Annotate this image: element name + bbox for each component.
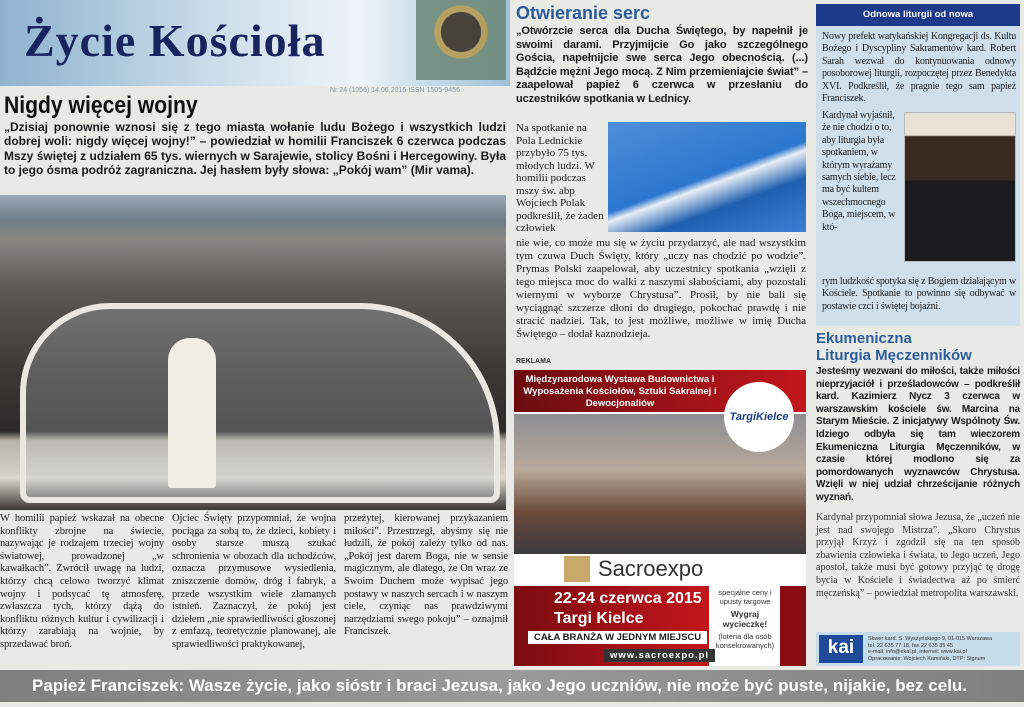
ekumeniczna-text: Kardynał przypomniał słowa Jezusa, że „uczeń nie jest nad swojego Mistrza”. „Skoro Chrystus przyjął Krzyż i zgodził się na ten sposób zbawienia człowieka i świata, to Jego uczeń, Jego apostoł, także musi być gotowy przyjąć tę drogę bycia w Kościele i świadectwa aż po śmierć męczeńską” – powiedział metropolita warszawski. <box>816 512 1020 599</box>
middle-intro: „Otwórzcie serca dla Ducha Świętego, by napełnił je swoimi darami. Przyjmijcie Go jako szczególnego Gościa, napełnijcie swe serca Jego obecnością. (...) Bądźcie mężni Jego mocą. Z Nim przemieniajcie świat” – zaapelował papież 6 czerwca w przesłaniu do uczestników spotkania w Lednicy. <box>516 25 808 105</box>
kai-credits <box>816 632 1020 666</box>
kai-address-block <box>868 636 992 662</box>
lead-body-columns <box>0 513 508 652</box>
middle-text-a: Na spotkanie na Pola Lednickie przybyło 75 tys. młodych ludzi. W homilii podczas mszy św. abp Wojciech Polak podkreślił, że żaden człowiek <box>516 122 604 234</box>
liturgy-box <box>816 4 1020 326</box>
issue-info: Nr 24 (1056) 14.06.2015 ISSN 1505-9456 <box>330 87 460 94</box>
targi-kielce-logo: TargiKielce <box>724 382 794 452</box>
newspaper-title: Życie Kościoła <box>24 15 326 66</box>
kai-contact: e-mail: info@ekai.pl, internet: www.kai.pl <box>868 649 967 656</box>
ad-headline: Międzynarodowa Wystawa Budownictwa i Wyposażenia Kościołów, Sztuki Sakralnej i Dewocjonaliów <box>514 370 806 412</box>
box-text-2: Kardynał wyjaśnił, że nie chodzi o to, aby liturgia była spotkaniem, w którym wyrażamy samych siebie, lecz ma być kultem wszechmocnego Boga, miejscem, w któ- <box>822 110 896 233</box>
ad-prize: Wygraj wycieczkę! <box>722 609 768 629</box>
ekumeniczna-intro: Jesteśmy wezwani do miłości, także miłości nieprzyjaciół i prześladowców – podkreślił kard. Kazimierz Nycz 3 czerwca w warszawskim kościele św. Marcina na Starym Mieście. Z inicjatywy Wspólnoty Św. Idziego odbyła się tam wieczorem Ekumeniczna Liturgia Męczenników, w czasie której modlono się za pomordowanych wyznawców Chrystusa. Wzięli w niej udział chrześcijanie różnych wyznań. <box>816 366 1020 503</box>
cardinal-sarah-photo <box>904 112 1016 262</box>
ad-slogan: CAŁA BRANŻA W JEDNYM MIEJSCU <box>528 631 707 644</box>
sacroexpo-logo-icon <box>562 554 592 584</box>
ad-side-panel <box>712 588 778 650</box>
ekumeniczna-title-2: Liturgia Męczenników <box>816 347 972 364</box>
kai-credits-line: Opracowanie: Wojciech Kamiński, DTP: Signum <box>868 655 986 662</box>
quote-banner: Papież Franciszek: Wasze życie, jako sióstr i braci Jezusa, jako Jego uczniów, nie może być puste, nijakie, bez celu. <box>0 670 1024 702</box>
lead-column: przeżytej, kierowanej przykazaniem miłości”. Przestrzegł, abyśmy się nie łudzili, że pokój zależy tylko od nas. „Pokój jest darem Boga, nie w sensie magicznym, ale dlatego, że On wraz ze Swoim Duchem może wypisać jego postawy w naszych sercach i w naszym ciele, czyniąc nas prawdziwymi narzędziami swego pokoju” – oznajmił Franciszek. <box>344 513 508 638</box>
ad-label: REKLAMA <box>516 358 551 365</box>
kai-phone: tel. 22 635 77 18, fax 22 635 35 45 <box>868 642 954 649</box>
box-title: Odnowa liturgii od nowa <box>816 4 1020 26</box>
ad-venue: Targi Kielce <box>554 610 644 627</box>
lead-column: W homilii papież wskazał na obecne konflikty zbrojne na świecie, nazywając je rodzajem trzeciej wojny światowej, prowadzonej „w kawałkach”. Zwrócił uwagę na ludzi, którzy chcą celowo tworzyć klimat wojny i podsycać tę atmosferę, zwłaszcza tych, którzy dążą do konfliktu różnych kultur i cywilizacji i którzy zarabiają na wojnie, by sprzedawać broń. <box>0 513 164 650</box>
middle-headline: Otwieranie serc <box>516 3 651 23</box>
box-text-3: rym ludzkość spotyka się z Bogiem działającym w Kościele. Spotkanie to powinno się odbywać w postawie czci i świętej bojaźni. <box>822 276 1016 312</box>
masthead <box>0 0 510 86</box>
ad-url[interactable]: www.sacroexpo.pl <box>604 649 715 662</box>
ekumeniczna-headline <box>816 330 972 364</box>
ad-offer: specjalne ceny i upusty targowe <box>718 588 772 606</box>
middle-text-b: nie wie, co może mu się w życiu przydarzyć, ale nad wszystkim tym czuwa Duch Święty, który „uczy nas chodzić po wodzie”. Prymas Polski zaapelował, aby uczestnicy spotkania „wzięli z tego miejsca moc do walki z naszymi słabościami, aby pozostali wiernymi w wyborze Chrystusa”. Prosił, by nie bali się wyciągnąć szczerze dłoni do drugiego, pokochać prawdę i nie stracić nadziei. Tak, to jest możliwe, możliwe w imię Ducha Świętego – dodał kaznodzieja. <box>516 237 806 340</box>
lead-headline: Nigdy więcej wojny <box>4 92 198 119</box>
ad-prize-note: (loteria dla osób konsekrowanych) <box>715 632 775 650</box>
kai-logo: kai <box>819 635 863 663</box>
kai-address: Skwer kard. S. Wyszyńskiego 9, 01-015 Warszawa <box>868 636 993 642</box>
popemobile <box>20 303 500 503</box>
lead-intro: „Dzisiaj ponownie wznosi się z tego miasta wołanie ludu Bożego i wszystkich ludzi dobrej woli: nigdy więcej wojny!” – powiedział w homilii Franciszek 6 czerwca podczas Mszy świętej z udziałem 65 tys. wiernych w Sarajewie, stolicy Bośni i Hercegowiny. Była to jego ósma podróż zagraniczna. Jej hasłem były słowa: „Pokój wam” (Mir vama). <box>4 120 506 178</box>
ekumeniczna-title-1: Ekumeniczna <box>816 330 912 347</box>
ad-dates: 22-24 czerwca 2015 <box>554 590 702 607</box>
lednica-photo <box>608 122 806 232</box>
sacroexpo-ad <box>514 370 806 666</box>
ad-brand: Sacroexpo <box>598 556 704 581</box>
popemobile-photo <box>0 195 506 510</box>
box-text-1: Nowy prefekt watykańskiej Kongregacji ds. Kultu Bożego i Dyscypliny Sakramentów kard. Robert Sarah wezwał do kontynuowania odnowy posoborowej liturgii, rozpoczętej przez Benedykta XVI. Podkreślił, że pragnie tego sam papież Franciszek. <box>822 31 1016 105</box>
ad-red-strip <box>780 586 806 666</box>
pope-figure <box>168 338 216 488</box>
madonna-icon-image <box>416 0 506 80</box>
lead-column: Ojciec Święty przypomniał, że wojna pociąga za sobą to, że dzieci, kobiety i osoby starsze muszą szukać schronienia w obozach dla uchodźców, oznacza przymusowe wysiedlenia, zniszczenie domów, dróg i fabryk, a przede wszystkim wiele złamanych istnień. Zaznaczył, że pokój jest dziełem „nie sprawiedliwości głoszonej z emfazą, teoretycznie planowanej, ale sprawiedliwości praktykowanej, <box>172 513 336 650</box>
